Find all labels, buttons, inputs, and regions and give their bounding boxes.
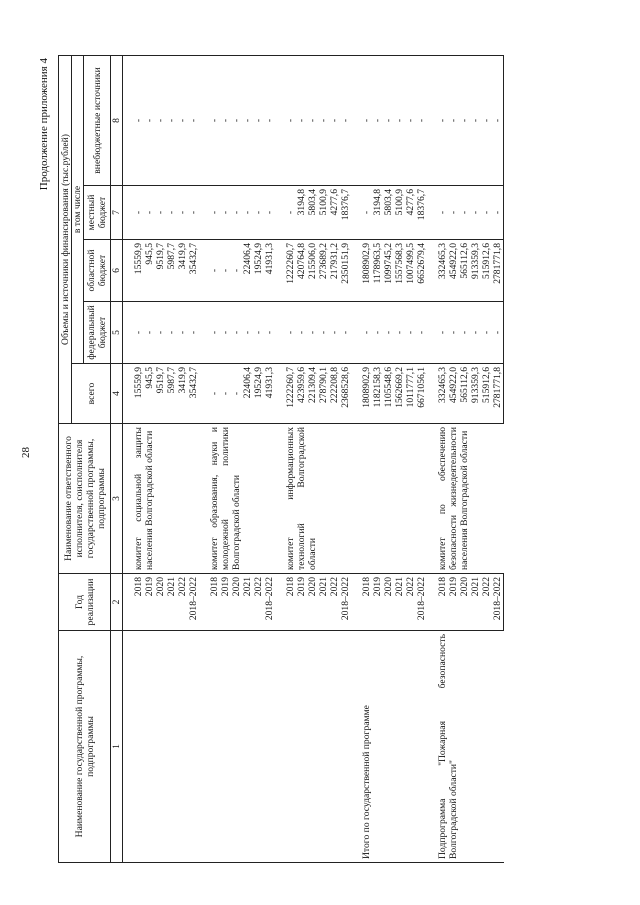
total-cell: 6671056,1: [416, 364, 427, 424]
local-cell: 3194,8: [372, 186, 383, 240]
regional-cell: 215506,0: [307, 240, 318, 302]
federal-cell: -: [242, 302, 253, 364]
extra-cell: -: [351, 55, 372, 185]
local-cell: -: [448, 186, 459, 240]
extra-cell: -: [318, 55, 329, 185]
regional-cell: 1178963,5: [372, 240, 383, 302]
total-cell: 913359,3: [470, 364, 481, 424]
extra-cell: -: [123, 55, 145, 185]
regional-cell: 35432,7: [188, 240, 199, 302]
extra-cell: -: [481, 55, 492, 185]
column-number: 6: [111, 240, 123, 302]
program-name: Подпрограмма "Пожарная безопасность Волгоградской области": [427, 631, 504, 863]
year-cell: 2019: [220, 574, 231, 631]
regional-cell: 9519,7: [155, 240, 166, 302]
federal-cell: -: [416, 302, 427, 364]
table-row: [427, 55, 448, 862]
extra-cell: -: [307, 55, 318, 185]
local-cell: -: [492, 186, 504, 240]
total-cell: 222208,8: [329, 364, 340, 424]
appendix-continuation: Продолжение приложения 4: [38, 58, 50, 191]
regional-cell: 565112,6: [459, 240, 470, 302]
federal-cell: -: [307, 302, 318, 364]
regional-cell: 41931,3: [264, 240, 275, 302]
local-cell: 5100,9: [318, 186, 329, 240]
column-number: 7: [111, 186, 123, 240]
federal-cell: -: [340, 302, 351, 364]
federal-cell: -: [188, 302, 199, 364]
local-cell: 18376,7: [416, 186, 427, 240]
extra-cell: -: [155, 55, 166, 185]
year-cell: 2019: [144, 574, 155, 631]
year-cell: 2022: [253, 574, 264, 631]
regional-cell: 2781771,8: [492, 240, 504, 302]
financing-table: [58, 55, 504, 863]
total-cell: 5987,7: [166, 364, 177, 424]
year-cell: 2021: [394, 574, 405, 631]
extra-cell: -: [264, 55, 275, 185]
year-cell: 2020: [459, 574, 470, 631]
local-cell: 18376,7: [340, 186, 351, 240]
total-cell: 1222260,7: [275, 364, 296, 424]
regional-cell: 332465,3: [427, 240, 448, 302]
table-row: [199, 55, 220, 862]
extra-cell: -: [166, 55, 177, 185]
local-cell: -: [351, 186, 372, 240]
header-financing: Объемы и источники финансирования (тыс.рублей): [59, 55, 72, 423]
year-cell: 2019: [296, 574, 307, 631]
year-cell: 2018: [275, 574, 296, 631]
program-name: [275, 631, 351, 863]
year-cell: 2018–2022: [340, 574, 351, 631]
total-cell: 15559,9: [123, 364, 145, 424]
extra-cell: -: [329, 55, 340, 185]
total-cell: -: [199, 364, 220, 424]
federal-cell: -: [318, 302, 329, 364]
federal-cell: -: [296, 302, 307, 364]
regional-cell: 1007499,5: [405, 240, 416, 302]
year-cell: 2021: [242, 574, 253, 631]
total-cell: 35432,7: [188, 364, 199, 424]
page-number: 28: [20, 447, 32, 458]
total-cell: 9519,7: [155, 364, 166, 424]
regional-cell: 19524,9: [253, 240, 264, 302]
extra-cell: -: [231, 55, 242, 185]
year-cell: 2022: [405, 574, 416, 631]
federal-cell: -: [253, 302, 264, 364]
total-cell: 2781771,8: [492, 364, 504, 424]
federal-cell: -: [177, 302, 188, 364]
local-cell: -: [188, 186, 199, 240]
header-regional: областной бюджет: [84, 240, 111, 302]
total-cell: 1808902,9: [351, 364, 372, 424]
column-number: 5: [111, 302, 123, 364]
federal-cell: -: [155, 302, 166, 364]
total-cell: 454922,0: [448, 364, 459, 424]
local-cell: -: [275, 186, 296, 240]
header-total: всего: [72, 364, 111, 424]
local-cell: -: [470, 186, 481, 240]
header-federal: федеральный бюджет: [84, 302, 111, 364]
federal-cell: -: [492, 302, 504, 364]
extra-cell: -: [405, 55, 416, 185]
federal-cell: -: [427, 302, 448, 364]
federal-cell: -: [275, 302, 296, 364]
program-name: [199, 631, 275, 863]
total-cell: 945,5: [144, 364, 155, 424]
total-cell: 1011777,1: [405, 364, 416, 424]
local-cell: -: [231, 186, 242, 240]
header-executor: Наименование ответственного исполнителя, соисполнителя государственной программы, подпрограммы: [59, 424, 111, 574]
local-cell: -: [242, 186, 253, 240]
extra-cell: -: [275, 55, 296, 185]
table-row: [351, 55, 372, 862]
year-cell: 2022: [177, 574, 188, 631]
extra-cell: -: [188, 55, 199, 185]
regional-cell: 6652679,4: [416, 240, 427, 302]
program-name: [123, 631, 200, 863]
regional-cell: 515912,6: [481, 240, 492, 302]
regional-cell: 3419,9: [177, 240, 188, 302]
year-cell: 2018: [351, 574, 372, 631]
extra-cell: -: [427, 55, 448, 185]
total-cell: 565112,6: [459, 364, 470, 424]
federal-cell: -: [123, 302, 145, 364]
local-cell: -: [253, 186, 264, 240]
extra-cell: -: [177, 55, 188, 185]
total-cell: 19524,9: [253, 364, 264, 424]
local-cell: -: [144, 186, 155, 240]
regional-cell: -: [220, 240, 231, 302]
total-cell: 278790,1: [318, 364, 329, 424]
federal-cell: -: [329, 302, 340, 364]
total-cell: 22406,4: [242, 364, 253, 424]
local-cell: -: [177, 186, 188, 240]
total-cell: 332465,3: [427, 364, 448, 424]
extra-cell: -: [416, 55, 427, 185]
executor-name: [351, 424, 427, 574]
local-cell: -: [264, 186, 275, 240]
column-number: 2: [111, 574, 123, 631]
header-including: в том числе: [72, 55, 84, 363]
federal-cell: -: [166, 302, 177, 364]
local-cell: -: [199, 186, 220, 240]
regional-cell: 945,5: [144, 240, 155, 302]
total-cell: 2368528,6: [340, 364, 351, 424]
year-cell: 2018: [123, 574, 145, 631]
federal-cell: -: [394, 302, 405, 364]
column-number: 3: [111, 424, 123, 574]
federal-cell: -: [231, 302, 242, 364]
year-cell: 2021: [166, 574, 177, 631]
year-cell: 2021: [470, 574, 481, 631]
regional-cell: 1808902,9: [351, 240, 372, 302]
total-cell: 41931,3: [264, 364, 275, 424]
regional-cell: 273689,2: [318, 240, 329, 302]
year-cell: 2018–2022: [416, 574, 427, 631]
local-cell: 4277,6: [405, 186, 416, 240]
header-extrabudget: внебюджетные источники: [84, 55, 111, 185]
local-cell: -: [427, 186, 448, 240]
header-year: Год реализации: [59, 574, 111, 631]
federal-cell: -: [383, 302, 394, 364]
federal-cell: -: [199, 302, 220, 364]
extra-cell: -: [220, 55, 231, 185]
regional-cell: 454922,0: [448, 240, 459, 302]
extra-cell: -: [470, 55, 481, 185]
federal-cell: -: [264, 302, 275, 364]
local-cell: -: [155, 186, 166, 240]
federal-cell: -: [470, 302, 481, 364]
extra-cell: -: [144, 55, 155, 185]
regional-cell: 1557568,3: [394, 240, 405, 302]
year-cell: 2020: [231, 574, 242, 631]
total-cell: 1562669,2: [394, 364, 405, 424]
table-body: [123, 55, 504, 862]
regional-cell: 22406,4: [242, 240, 253, 302]
local-cell: 4277,6: [329, 186, 340, 240]
regional-cell: 2350151,9: [340, 240, 351, 302]
local-cell: 3194,8: [296, 186, 307, 240]
executor-name: комитет образования, науки и молодежной политики Волгоградской области: [199, 424, 275, 574]
year-cell: 2018–2022: [492, 574, 504, 631]
regional-cell: -: [199, 240, 220, 302]
total-cell: -: [231, 364, 242, 424]
header-program: Наименование государственной программы, подпрограммы: [59, 631, 111, 863]
total-cell: 1105548,6: [383, 364, 394, 424]
year-cell: 2020: [307, 574, 318, 631]
total-cell: 1182158,3: [372, 364, 383, 424]
federal-cell: -: [459, 302, 470, 364]
local-cell: -: [166, 186, 177, 240]
regional-cell: 15559,9: [123, 240, 145, 302]
extra-cell: -: [199, 55, 220, 185]
extra-cell: -: [492, 55, 504, 185]
regional-cell: 1099745,2: [383, 240, 394, 302]
executor-name: комитет по обеспечению безопасности жизнедеятельности населения Волгоградской области: [427, 424, 504, 574]
local-cell: -: [459, 186, 470, 240]
local-cell: 5100,9: [394, 186, 405, 240]
year-cell: 2018: [199, 574, 220, 631]
local-cell: -: [220, 186, 231, 240]
federal-cell: -: [405, 302, 416, 364]
table-row: [123, 55, 145, 862]
total-cell: 515912,6: [481, 364, 492, 424]
extra-cell: -: [459, 55, 470, 185]
extra-cell: -: [242, 55, 253, 185]
total-cell: -: [220, 364, 231, 424]
regional-cell: 1222260,7: [275, 240, 296, 302]
extra-cell: -: [340, 55, 351, 185]
total-cell: 221309,4: [307, 364, 318, 424]
year-cell: 2020: [383, 574, 394, 631]
program-name: Итого по государственной программе: [351, 631, 427, 863]
regional-cell: 217931,2: [329, 240, 340, 302]
year-cell: 2022: [481, 574, 492, 631]
year-cell: 2021: [318, 574, 329, 631]
regional-cell: 420764,8: [296, 240, 307, 302]
year-cell: 2018: [427, 574, 448, 631]
extra-cell: -: [372, 55, 383, 185]
federal-cell: -: [144, 302, 155, 364]
regional-cell: -: [231, 240, 242, 302]
federal-cell: -: [372, 302, 383, 364]
local-cell: 5803,4: [307, 186, 318, 240]
year-cell: 2022: [329, 574, 340, 631]
table-row: [275, 55, 296, 862]
regional-cell: 5987,7: [166, 240, 177, 302]
extra-cell: -: [448, 55, 459, 185]
extra-cell: -: [253, 55, 264, 185]
total-cell: 3419,9: [177, 364, 188, 424]
year-cell: 2019: [448, 574, 459, 631]
extra-cell: -: [296, 55, 307, 185]
column-number: 1: [111, 631, 123, 863]
extra-cell: -: [394, 55, 405, 185]
federal-cell: -: [220, 302, 231, 364]
local-cell: 5803,4: [383, 186, 394, 240]
federal-cell: -: [481, 302, 492, 364]
year-cell: 2018–2022: [188, 574, 199, 631]
year-cell: 2020: [155, 574, 166, 631]
local-cell: -: [481, 186, 492, 240]
federal-cell: -: [351, 302, 372, 364]
column-number: 4: [111, 364, 123, 424]
local-cell: -: [123, 186, 145, 240]
executor-name: комитет социальной защиты населения Волгоградской области: [123, 424, 200, 574]
regional-cell: 913359,3: [470, 240, 481, 302]
federal-cell: -: [448, 302, 459, 364]
year-cell: 2019: [372, 574, 383, 631]
header-local: местный бюджет: [84, 186, 111, 240]
total-cell: 423959,6: [296, 364, 307, 424]
column-number: 8: [111, 55, 123, 185]
year-cell: 2018–2022: [264, 574, 275, 631]
executor-name: комитет информационных технологий Волгоградской области: [275, 424, 351, 574]
extra-cell: -: [383, 55, 394, 185]
